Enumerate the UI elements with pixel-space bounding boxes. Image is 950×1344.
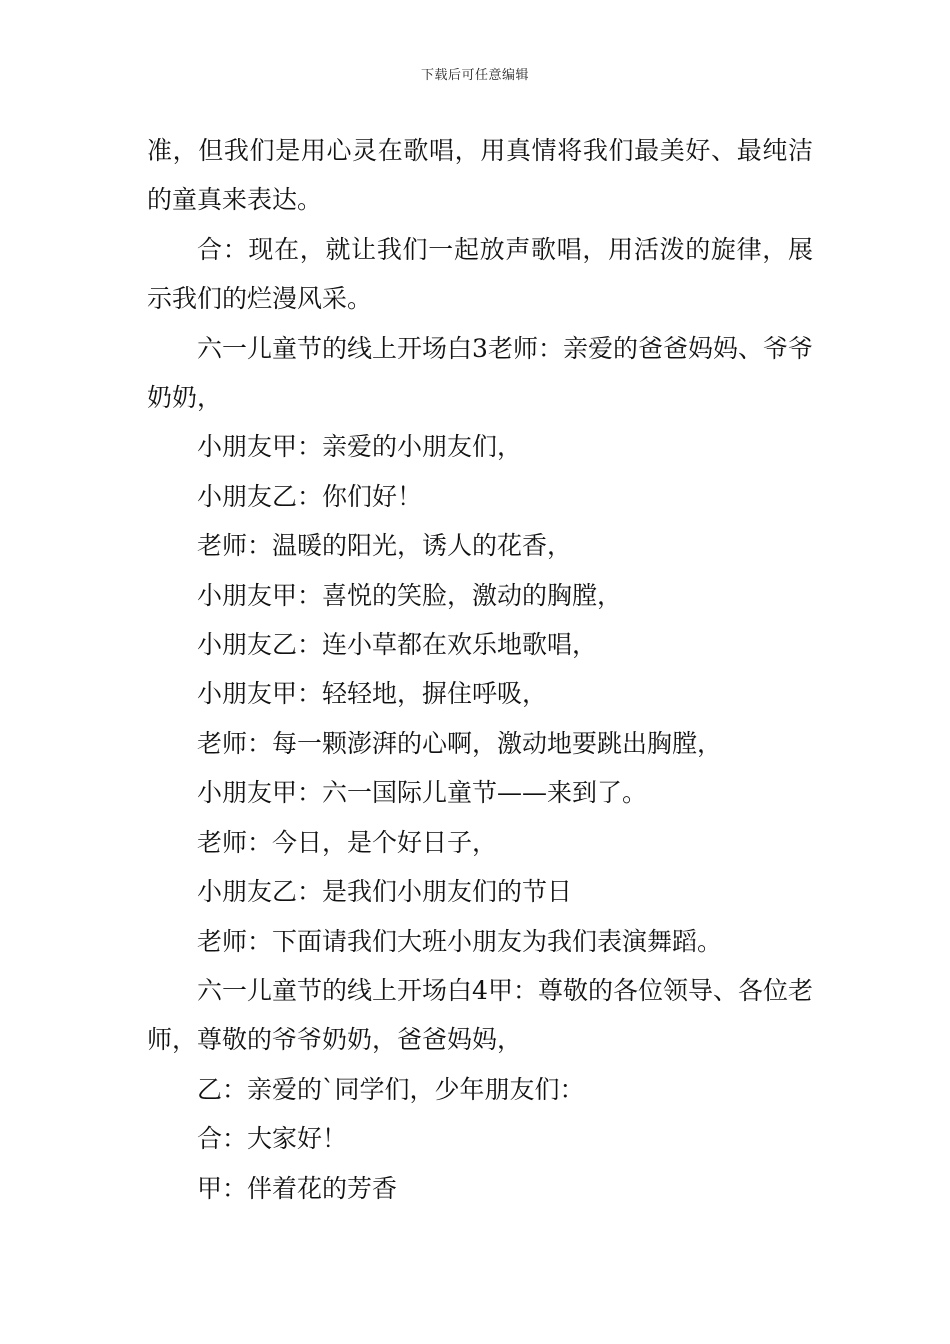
paragraph: 甲：伴着花的芳香 [197, 1173, 398, 1203]
paragraph: 小朋友甲：喜悦的笑脸，激动的胸膛， [197, 580, 623, 610]
paragraph: 老师：温暖的阳光，诱人的花香， [197, 531, 573, 561]
paragraph: 合：大家好！ [197, 1124, 348, 1154]
page-header: 下载后可任意编辑 [420, 68, 529, 83]
paragraph: 老师：下面请我们大班小朋友为我们表演舞蹈。 [197, 926, 723, 956]
paragraph: 小朋友乙：你们好！ [197, 481, 423, 511]
paragraph: 小朋友甲：轻轻地，摒住呼吸， [197, 679, 548, 709]
paragraph: 小朋友乙：是我们小朋友们的节日 [197, 877, 573, 907]
paragraph: 准，但我们是用心灵在歌唱，用真情将我们最美好、最纯洁的童真来表达。 [147, 136, 813, 215]
paragraph: 六一儿童节的线上开场白3老师：亲爱的爸爸妈妈、爷爷奶奶， [147, 333, 813, 413]
paragraph: 小朋友乙：连小草都在欢乐地歌唱， [197, 630, 598, 660]
paragraph: 老师：每一颗澎湃的心啊，激动地要跳出胸膛， [197, 728, 723, 758]
document-body [147, 126, 813, 1213]
paragraph: 六一儿童节的线上开场白4甲：尊敬的各位领导、各位老师，尊敬的爷爷奶奶，爸爸妈妈， [147, 975, 813, 1055]
paragraph: 乙：亲爱的`同学们，少年朋友们： [197, 1074, 585, 1104]
paragraph: 小朋友甲：六一国际儿童节——来到了。 [197, 778, 648, 808]
paragraph: 老师：今日，是个好日子， [197, 827, 498, 857]
paragraph: 合：现在，就让我们一起放声歌唱，用活泼的旋律，展示我们的烂漫风采。 [147, 234, 813, 314]
paragraph: 小朋友甲：亲爱的小朋友们， [197, 432, 523, 462]
